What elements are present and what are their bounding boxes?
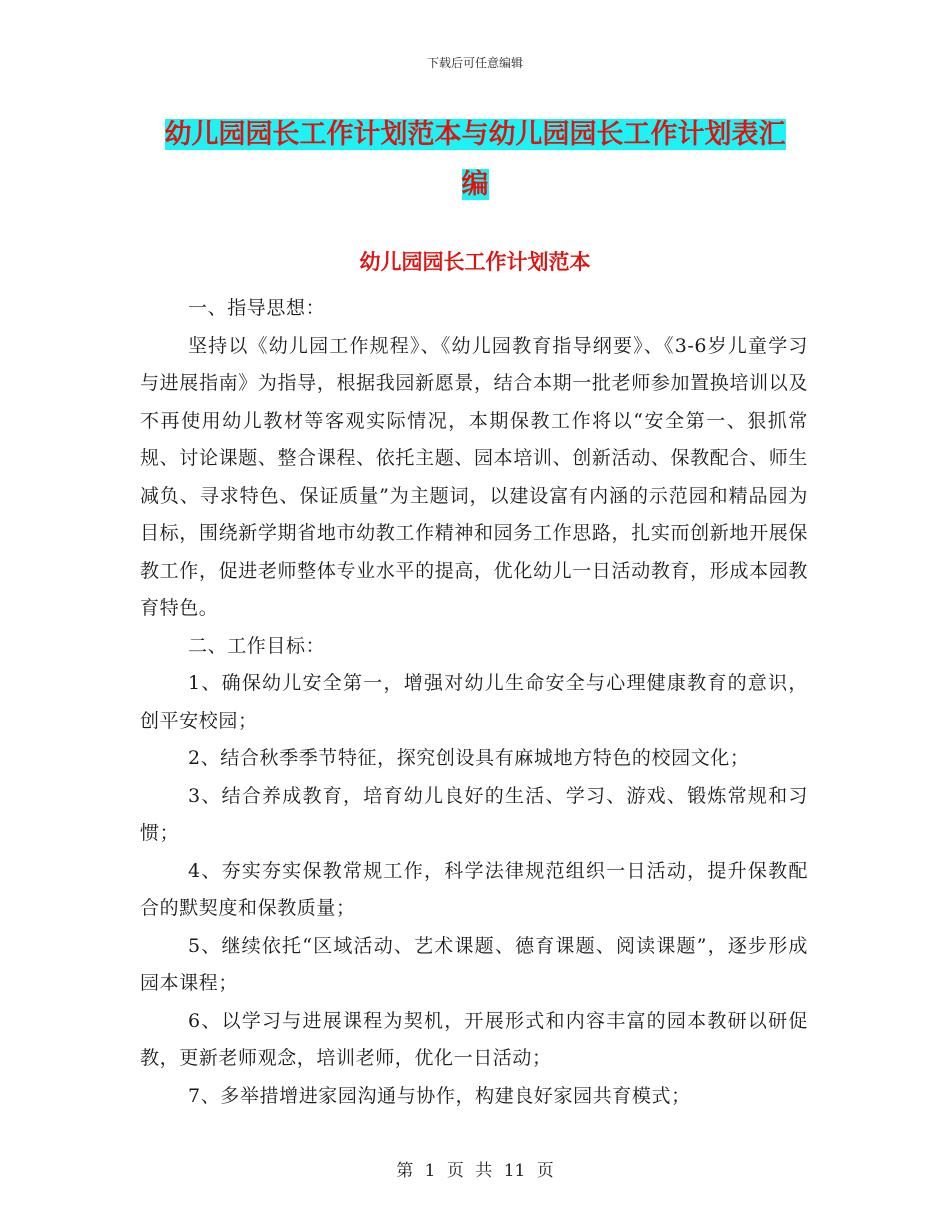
paragraph-goal-6: 6、以学习与进展课程为契机，开展形式和内容丰富的园本教研以研促教，更新老师观念，培训老师，优化一日活动； xyxy=(140,1009,808,1069)
paragraph-guiding-heading: 一、指导思想： xyxy=(188,297,326,319)
paragraph-goal-2: 2、结合秋季季节特征，探究创设具有麻城地方特色的校园文化； xyxy=(188,747,750,769)
paragraph-goal-3: 3、结合养成教育，培育幼儿良好的生活、学习、游戏、锻炼常规和习惯； xyxy=(140,784,808,844)
title-line-2: 编 xyxy=(461,169,489,200)
section-heading: 幼儿园园长工作计划范本 xyxy=(359,250,591,274)
paragraph-goal-1: 1、确保幼儿安全第一，增强对幼儿生命安全与心理健康教育的意识，创平安校园； xyxy=(140,672,808,732)
document-title xyxy=(140,110,810,210)
paragraph-goal-4: 4、夯实夯实保教常规工作，科学法律规范组织一日活动，提升保教配合的默契度和保教质量； xyxy=(140,859,808,919)
paragraph-guiding-content: 坚持以《幼儿园工作规程》、《幼儿园教育指导纲要》、《3-6岁儿童学习与进展指南》为指导，根据我园新愿景，结合本期一批老师参加置换培训以及不再使用幼儿教材等客观实际情况，本期保教工作将以“安全第一、狠抓常规、讨论课题、整合课程、依托主题、园本培训、创新活动、保教配合、师生减负、寻求特色、保证质量”为主题词，以建设富有内涵的示范园和精品园为目标，围绕新学期省地市幼教工作精神和园务工作思路，扎实而创新地开展保教工作，促进老师整体专业水平的提高，优化幼儿一日活动教育，形成本园教育特色。 xyxy=(140,334,808,619)
paragraph-goal-7: 7、多举措增进家园沟通与协作，构建良好家园共育模式； xyxy=(188,1084,691,1107)
title-line-1: 幼儿园园长工作计划范本与幼儿园园长工作计划表汇 xyxy=(164,119,786,150)
page-header-note: 下载后可任意编辑 xyxy=(426,56,523,70)
paragraph-goal-5: 5、继续依托“区域活动、艺术课题、德育课题、阅读课题”，逐步形成园本课程； xyxy=(140,934,808,994)
page-footer: 第 1 页 共 11 页 xyxy=(396,1161,554,1181)
paragraph-goals-heading: 二、工作目标： xyxy=(188,634,326,657)
document-body xyxy=(140,290,808,1115)
